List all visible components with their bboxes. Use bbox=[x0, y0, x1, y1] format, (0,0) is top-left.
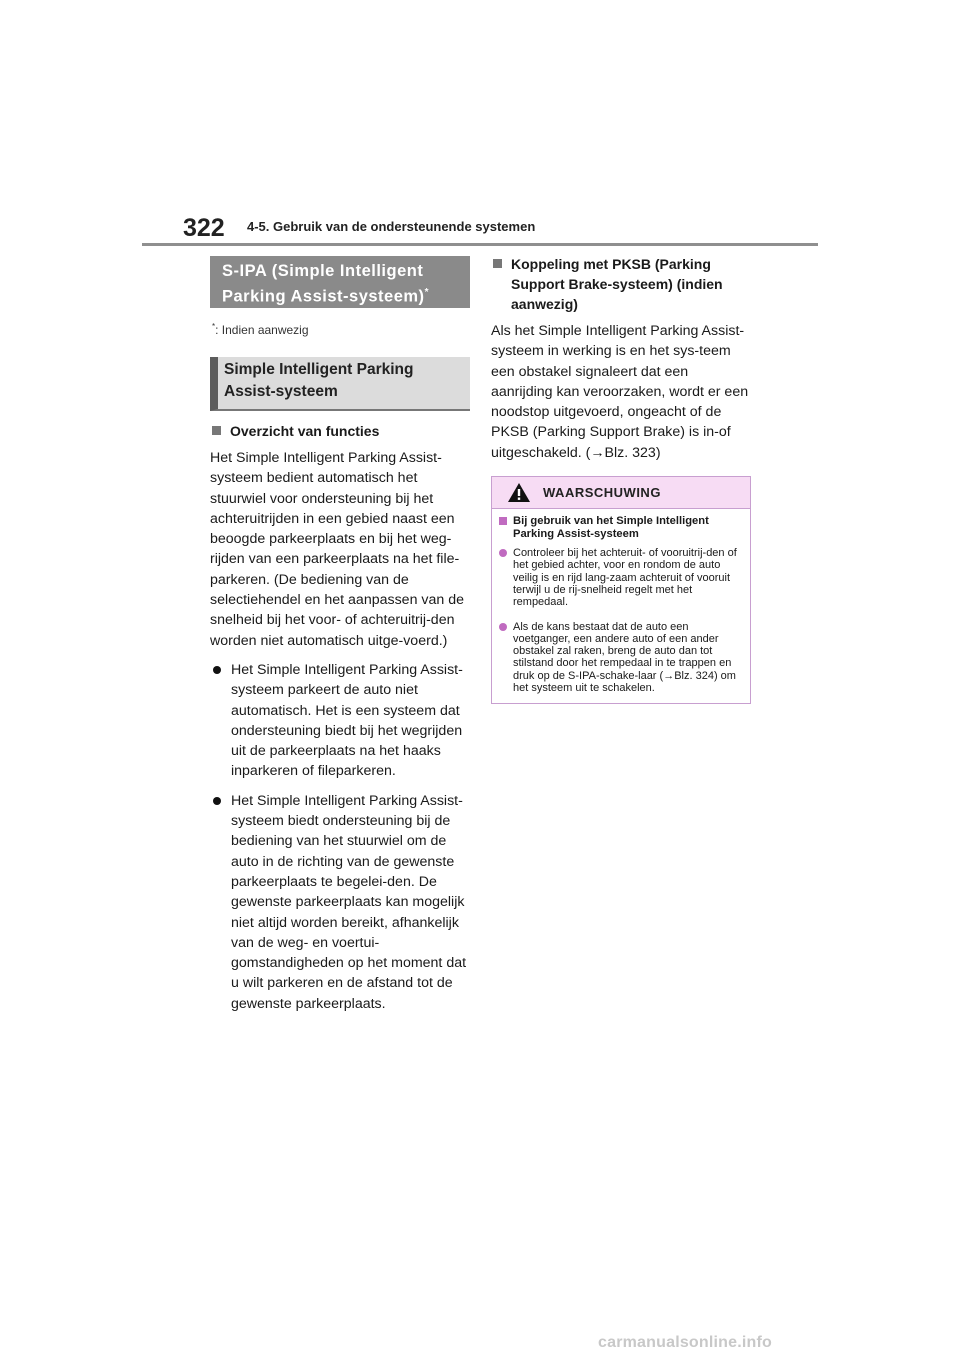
warning-item bbox=[497, 547, 742, 608]
bullet-dot-icon bbox=[213, 797, 221, 805]
footnote-marker: * bbox=[424, 287, 429, 298]
warning-body bbox=[492, 509, 750, 703]
pksb-heading bbox=[491, 254, 751, 314]
warning-item bbox=[497, 621, 742, 695]
warning-title: WAARSCHUWING bbox=[543, 485, 661, 501]
warning-header bbox=[492, 477, 750, 509]
list-item-text: Het Simple Intelligent Parking Assist-systeem parkeert de auto niet automatisch. Het is een systeem dat ondersteuning biedt bij het wegrijden uit de parkeerplaats na het haaks inparkeren of fileparkeren. bbox=[231, 661, 463, 780]
left-column bbox=[210, 256, 470, 1014]
main-heading-line2: Parking Assist-systeem) bbox=[222, 287, 425, 306]
list-item bbox=[210, 791, 470, 1014]
warning-subtitle: Bij gebruik van het Simple Intelligent Parking Assist-systeem bbox=[513, 515, 709, 540]
bullet-dot-icon bbox=[213, 666, 221, 674]
warning-box bbox=[491, 476, 751, 704]
overview-heading bbox=[210, 421, 470, 441]
page-number: 322 bbox=[183, 214, 225, 242]
list-item bbox=[210, 660, 470, 782]
overview-title: Overzicht van functies bbox=[230, 423, 380, 439]
main-heading-line1: S-IPA (Simple Intelligent bbox=[222, 262, 424, 280]
warning-triangle-icon bbox=[507, 482, 531, 503]
square-bullet-icon bbox=[493, 259, 502, 268]
main-heading bbox=[210, 256, 470, 308]
warning-subtitle-row bbox=[497, 515, 742, 540]
square-bullet-icon bbox=[499, 517, 507, 525]
right-column bbox=[491, 254, 751, 704]
footnote-mark: * bbox=[212, 322, 216, 331]
overview-paragraph: Het Simple Intelligent Parking Assist-systeem bedient automatisch het stuurwiel voor ondersteuning bij het achteruitrijden in een gebied naast een beoogde parkeerplaats en bij het weg-rijden van een parkeerplaats na het file-parkeren. (De bediening van de selectiehendel en het aanpassen van de snelheid bij het voor- of achteruitrij-den worden niet automatisch uitge-voerd.) bbox=[210, 450, 464, 649]
watermark: carmanualsonline.info bbox=[598, 1334, 773, 1351]
header-divider bbox=[142, 243, 818, 246]
sub-heading-line1: Simple Intelligent Parking bbox=[224, 361, 414, 378]
square-bullet-icon bbox=[212, 426, 221, 435]
warning-item-text: Als de kans bestaat dat de auto een voetganger, een andere auto of een ander obstakel zal raken, breng de auto dan tot stilstand door het rempedaal in te trappen en druk op de S-IPA-schake-laar (→Blz. 324) om het systeem uit te schakelen. bbox=[513, 620, 736, 695]
section-title: 4-5. Gebruik van de ondersteunende systemen bbox=[247, 219, 536, 234]
footnote-text: : Indien aanwezig bbox=[215, 323, 309, 337]
list-item-text: Het Simple Intelligent Parking Assist-systeem biedt ondersteuning bij de bediening van het stuurwiel om de auto in de richting van de gewenste parkeerplaats te begelei-den. De gewenste parkeerplaats kan mogelijk niet altijd worden bereikt, afhankelijk van de weg- en voertui-gomstandigheden op het moment dat u wilt parkeren en de afstand tot de gewenste parkeerplaats. bbox=[231, 792, 467, 1012]
sub-heading-line2: Assist-systeem bbox=[224, 383, 338, 400]
bullet-dot-icon bbox=[499, 623, 507, 631]
sub-heading bbox=[210, 357, 470, 411]
pksb-paragraph: Als het Simple Intelligent Parking Assist-systeem in werking is en het sys-teem een obstakel signaleert dat een aanrijding kan veroorzaken, wordt er een noodstop uitgevoerd, ongeacht of de PKSB (Parking Support Brake) is in-of uitgeschakeld. (→Blz. 323) bbox=[491, 323, 749, 461]
pksb-title: Koppeling met PKSB (Parking Support Brake-systeem) (indien aanwezig) bbox=[511, 256, 723, 312]
footnote bbox=[212, 322, 470, 337]
bullet-dot-icon bbox=[499, 549, 507, 557]
warning-item-text: Controleer bij het achteruit- of vooruitrij-den of het gebied achter, voor en rondom de auto veilig is en rijd lang-zaam achteruit of vooruit terwijl u de rij-snelheid regelt met het rempedaal. bbox=[513, 547, 737, 609]
